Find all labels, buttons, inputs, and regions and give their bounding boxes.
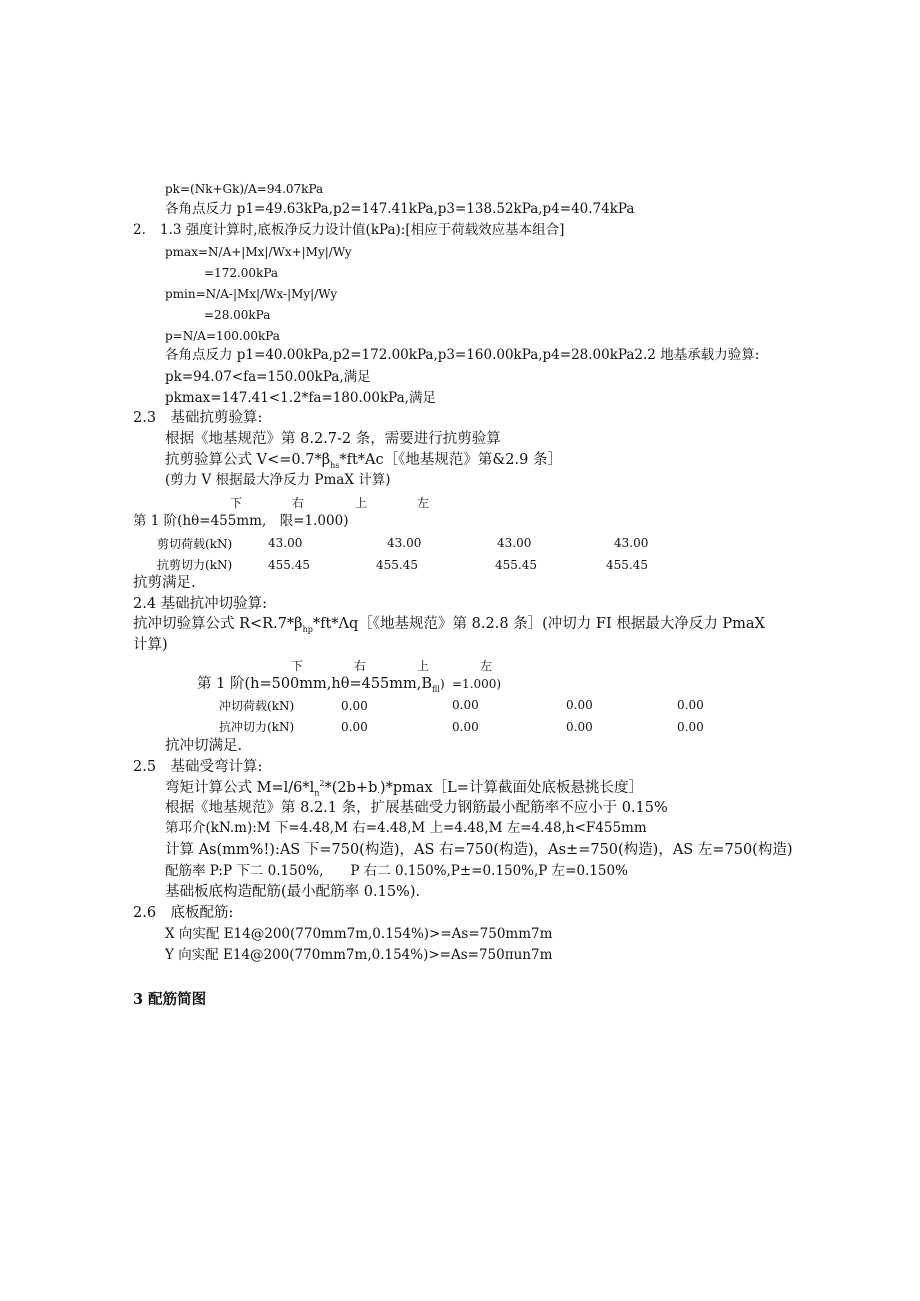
table-cell: 0.00 — [341, 720, 368, 734]
section-3-heading: 3 配筋简图 — [133, 991, 207, 1008]
shear-step-line: 第 1 阶(hθ=455mm, 限=1.000) — [133, 513, 349, 529]
punch-result: 抗冲切满足. — [165, 738, 243, 754]
punch-step-line: 第 1 阶$(h=500mm,h\theta=455mm,B_{fll})$ — [197, 676, 445, 694]
punch-header-up: 上 — [417, 659, 430, 673]
table-cell: 43.00 — [387, 536, 422, 550]
corner-reaction-line-1: 各角点反力 p1=49.63kPa,p2=147.41kPa,p3=138.52kPa,p4=40.74kPa — [165, 201, 635, 217]
pmin-formula: pmin=N/A-|Mx|/Wx-|My|/Wy — [165, 287, 338, 301]
table-cell: 0.00 — [677, 720, 704, 734]
section-2-4-heading: 2.4 基础抗冲切验算: — [133, 596, 268, 612]
shear-basis: 根据《地基规范》第 8.2.7-2 条，需要进行抗剪验算 — [165, 431, 501, 447]
pmax-value: =172.00kPa — [204, 266, 279, 280]
shear-header-right: 右 — [292, 496, 305, 510]
table-cell: 43.00 — [268, 536, 303, 550]
shear-note: (剪力 V 根据最大净反力 PmaX 计算) — [165, 472, 391, 488]
pmin-value: =28.00kPa — [204, 308, 271, 322]
punch-formula: 抗冲切验算公式 $R<R.7*\beta_{hp}*ft*\Lambda q[$《地基规范》第 8.2.8 条］(冲切力 FI 根据最大净反力 PmaX — [133, 616, 765, 634]
section-2-6-heading: 2.6 底板配筋: — [133, 905, 234, 921]
table-cell: 0.00 — [566, 720, 593, 734]
strength-calc-heading: 1.3 强度计算时,底板净反力设计值(kPa):[相应于荷载效应基本组合] — [160, 222, 565, 238]
table-cell: 455.45 — [376, 558, 418, 572]
pk-line: pk=(Nk+Gk)/A=94.07kPa — [165, 182, 324, 196]
table-row-label: 抗冲切力(kN) — [219, 720, 295, 734]
moment-formula: 弯矩计算公式 $M=l/6*l_n^2*(2b+b_\cdot)*pmax[L=$计算截面处底板悬挑长度］ — [165, 779, 643, 798]
pkmax-check: pkmax=147.41<1.2*fa=180.00kPa,满足 — [165, 390, 436, 406]
shear-header-up: 上 — [355, 496, 368, 510]
x-reinforcement: X 向实配 E14@200(770mm7m,0.154%)>=As=750mm7m — [165, 926, 553, 942]
table-cell: 43.00 — [497, 536, 532, 550]
table-cell: 455.45 — [268, 558, 310, 572]
corner-reaction-line-2: 各角点反力 p1=40.00kPa,p2=172.00kPa,p3=160.00kPa,p4=28.00kPa2.2 地基承载力验算: — [165, 347, 760, 363]
as-values: 计算 As(mm%!):AS 下=750(构造)，AS 右=750(构造)，As±=750(构造)，AS 左=750(构造) — [165, 842, 793, 858]
section-2-5-heading: 2.5 基础受弯计算: — [133, 759, 263, 775]
table-row-label: 抗剪切力(kN) — [157, 558, 233, 572]
pk-check: pk=94.07<fa=150.00kPa,满足 — [165, 369, 371, 385]
shear-result: 抗剪满足. — [133, 575, 196, 591]
ratio-values: 配筋率 P:P 下二 0.150%, P 右二 0.150%,P±=0.150%,P 左=0.150% — [165, 863, 628, 879]
punch-header-down: 下 — [291, 659, 304, 673]
table-row-label: 冲切荷载(kN) — [219, 699, 295, 713]
shear-formula: 抗剪验算公式 $V<=0.7*\beta_{hs}*ft*Ac[$《地基规范》第&2.9 条］ — [165, 452, 562, 470]
table-row-label: 剪切荷载(kN) — [157, 537, 233, 551]
pmax-formula: pmax=N/A+|Mx|/Wx+|My|/Wy — [165, 245, 352, 259]
table-cell: 0.00 — [452, 698, 479, 712]
moment-values: 第邛介(kN.m):M 下=4.48,M 右=4.48,M 上=4.48,M 左=4.48,h<F455mm — [165, 820, 647, 836]
p-value: p=N/A=100.00kPa — [165, 329, 280, 343]
table-cell: 0.00 — [452, 720, 479, 734]
punch-header-left: 左 — [480, 659, 493, 673]
table-cell: 0.00 — [566, 698, 593, 712]
section-2-3-heading: 2.3 基础抗剪验算: — [133, 410, 263, 426]
table-cell: 455.45 — [495, 558, 537, 572]
item-number: 2. — [133, 222, 146, 238]
punch-formula-cont: 计算) — [133, 637, 168, 653]
punch-step-limit: =1.000) — [452, 677, 502, 691]
shear-header-left: 左 — [417, 496, 430, 510]
reinforcement-basis: 根据《地基规范》第 8.2.1 条，扩展基础受力钢筋最小配筋率不应小于 0.15% — [165, 800, 668, 816]
construct-reinforcement: 基础板底构造配筋(最小配筋率 0.15%). — [165, 884, 421, 900]
punch-header-right: 右 — [354, 659, 367, 673]
table-cell: 0.00 — [677, 698, 704, 712]
table-cell: 455.45 — [606, 558, 648, 572]
table-cell: 0.00 — [341, 699, 368, 713]
table-cell: 43.00 — [614, 536, 649, 550]
shear-header-down: 下 — [230, 496, 243, 510]
y-reinforcement: Y 向实配 E14@200(770mm7m,0.154%)>=As=750πun7m — [165, 947, 553, 963]
